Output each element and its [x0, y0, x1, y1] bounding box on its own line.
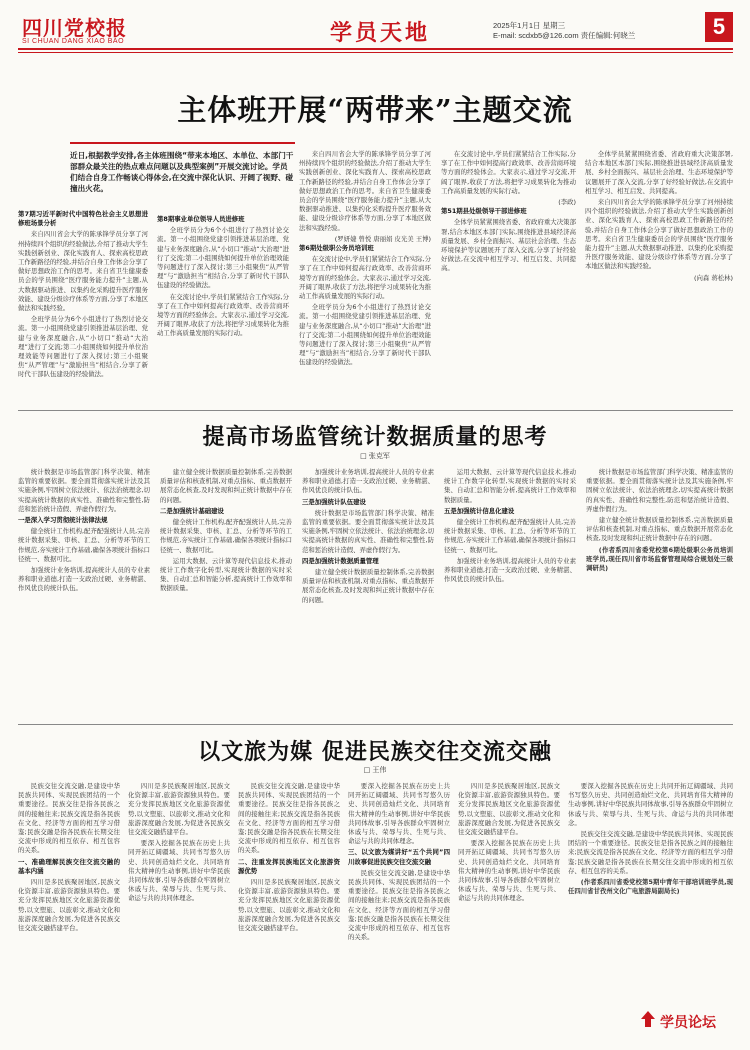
section-text: 四川是多民族聚居地区,民族文化资源丰富,旅游资源独具特色。要充分发挥民族地区文化旅游资源优势,以文塑旅、以旅彰文,推动文化和旅游深度融合发展,为促进各民族交往交流交融搭建平台。	[238, 878, 340, 933]
section-text: 运用大数据、云计算等现代信息技术,推动统计工作数字化转型,实现统计数据的实时采集、自动汇总和智能分析,提高统计工作效率和数据质量。	[160, 556, 292, 593]
section-text: 建立健全统计数据质量控制体系,完善数据质量评估和核查机制,对重点指标、重点数据开展常态化核查,及时发现和纠正统计数据中存在的问题。	[302, 568, 434, 604]
section-text: 四川是多民族聚居地区,民族文化资源丰富,旅游资源独具特色。要充分发挥民族地区文化旅游资源优势,以文塑旅、以旅彰文,推动文化和旅游深度融合发展,为促进各民族交往交流交融搭建平台。	[18, 878, 120, 933]
article3-col3	[238, 782, 340, 1032]
article1-col1	[18, 210, 148, 405]
section-heading: 一、准确理解民族交往交流交融的基本内涵	[18, 857, 120, 875]
section-text: 来自四川省会大学的陈承锋学员分享了河州持续四个组织的经验做法,介绍了推动大学生实践创新创业、深化实践育人、探索高校思政工作新路径的经验,并结合自身工作体会分享了做好思想政治工作的思考。来自省卫生健康委员会的学员围绕“医疗服务能力提升”主题,从大数据驱动推进、以集约化采购提升医疗服务效能、建设分级诊疗体系等方面,分享了本地区做法和实践经验。	[585, 198, 733, 271]
section-text: 要深入挖掘各民族在历史上共同开拓辽阔疆域、共同书写悠久历史、共同创造灿烂文化、共同培育伟大精神的生动事例,讲好中华民族共同体故事,引导各族群众牢固树立休戚与共、荣辱与共、生死与共、命运与共的共同体理念。	[128, 839, 230, 903]
section-text: 四川是多民族聚居地区,民族文化资源丰富,旅游资源独具特色。要充分发挥民族地区文化旅游资源优势,以文塑旅、以旅彰文,推动文化和旅游深度融合发展,为促进各民族交往交流交融搭建平台。	[458, 782, 560, 837]
article3-col4	[348, 782, 450, 1032]
article3-col5	[458, 782, 560, 1032]
section-heading: 一是深入学习贯彻统计法律法规	[18, 516, 108, 525]
section-text: 在交流讨论中,学员们紧紧结合工作实际,分享了在工作中如何提高行政效率、改善营商环境等方面的经验体会。大家表示,通过学习交流,开阔了眼界,收获了方法,将把学习成果转化为推动工作高质量发展的实际行动。	[157, 292, 289, 338]
article3-col1	[18, 782, 120, 1032]
section-text: 民族交往交流交融,是建设中华民族共同体、实现民族团结的一个重要途径。民族交往是指各民族之间的接触往来;民族交流是指各民族在文化、经济等方面的相互学习借鉴;民族交融是指各民族在长期交往交流中形成的相互依存、相互包容的关系。	[568, 830, 733, 875]
section-heading: 第51期县处级领导干部进修班	[441, 207, 527, 216]
article1-col3	[299, 150, 431, 405]
section-heading: 五是加强统计信息化建设	[444, 506, 515, 515]
section-text: 要深入挖掘各民族在历史上共同开拓辽阔疆域、共同书写悠久历史、共同创造灿烂文化、共同培育伟大精神的生动事例,讲好中华民族共同体故事,引导各族群众牢固树立休戚与共、荣辱与共、生死与共、命运与共的共同体理念。	[568, 782, 733, 827]
issue-meta: E-mail: scdxb5@126.com 责任编辑:何晓兰	[493, 31, 636, 40]
article1-col2	[157, 215, 289, 405]
section-text: 全体学员紧紧围绕省委、省政府重大决策部署,结合本地区本部门实际,围绕推进县域经济高质量发展、乡村全面振兴、基层社会治理、生态环境保护等议题展开了深入交流,分享了好经验好做法,在交流中相互学习、相互启发、共同提高。	[585, 150, 733, 195]
section-text: 统计数据是市场监管部门科学决策、精准监管的重要依据。要全面贯彻落实统计法及其实施条例,牢固树立依法统计、依法治统理念,切实提高统计数据的真实性、准确性和完整性,防范和惩治统计造假、弄虚作假行为。	[586, 468, 733, 513]
section-text: 在交流讨论中,学员们紧紧结合工作实际,分享了在工作中如何提高行政效率、改善营商环境等方面的经验体会。大家表示,通过学习交流,开阔了眼界,收获了方法,将把学习成果转化为推动工作高质量发展的实际行动。	[441, 150, 576, 195]
article1-col4	[441, 150, 576, 405]
section-text: 加强统计业务培训,提高统计人员的专业素养和职业道德,打造一支政治过硬、业务精湛、作风优良的统计队伍。	[18, 566, 150, 593]
section-text: 民族交往交流交融,是建设中华民族共同体、实现民族团结的一个重要途径。民族交往是指各民族之间的接触往来;民族交流是指各民族在文化、经济等方面的相互学习借鉴;民族交融是指各民族在长期交往交流中形成的相互依存、相互包容的关系。	[348, 868, 450, 942]
section-heading: 第6期处级职公务员培训班	[299, 244, 374, 253]
byline: (向森 蒋松林)	[694, 273, 733, 282]
article2-title: 提高市场监管统计数据质量的思考	[202, 424, 548, 450]
separator	[18, 410, 733, 411]
section-title: 学员天地	[330, 20, 431, 46]
section-heading: 二是加强统计基础建设	[160, 506, 224, 515]
article3-author: □ 王伟	[363, 766, 387, 774]
section-text: 加强统计业务培训,提高统计人员的专业素养和职业道德,打造一支政治过硬、业务精湛、作风优良的统计队伍。	[302, 468, 434, 495]
lead-bar	[70, 142, 295, 144]
section-text: 统计数据是市场监管部门科学决策、精准监管的重要依据。要全面贯彻落实统计法及其实施条例,牢固树立依法统计、依法治统理念,切实提高统计数据的真实性、准确性和完整性,防范和惩治统计造假、弄虚作假行为。	[302, 508, 434, 554]
section-text: 要深入挖掘各民族在历史上共同开拓辽阔疆域、共同书写悠久历史、共同创造灿烂文化、共同培育伟大精神的生动事例,讲好中华民族共同体故事,引导各族群众牢固树立休戚与共、荣辱与共、生死与共、命运与共的共同体理念。	[458, 839, 560, 903]
section-text: 在交流讨论中,学员们紧紧结合工作实际,分享了在工作中如何提高行政效率、改善营商环境等方面的经验体会。大家表示,通过学习交流,开阔了眼界,收获了方法,将把学习成果转化为推动工作高质量发展的实际行动。	[299, 255, 431, 301]
section-text: 来自四川省会大学的陈承锋学员分享了河州持续四个组织的经验做法,介绍了推动大学生实践创新创业、深化实践育人、探索高校思政工作新路径的经验,并结合自身工作体会分享了做好思想政治工作的思考。来自省卫生健康委员会的学员围绕“医疗服务能力提升”主题,从大数据驱动推进、以集约化采购提升医疗服务效能、建设分级诊疗体系等方面,分享了本地区做法和实践经验。	[18, 230, 148, 313]
section-heading: 四是加强统计数据质量管理	[302, 556, 379, 565]
section-text: 全班学员分为6个小组进行了热烈讨论交流。第一小组围绕党建引领推进基层治理、党建与业务深度融合,从“小切口”推动“大治理”进行了交流;第二小组围绕如何提升单位治理效能等问题进行了深入探讨;第三小组聚焦“从严管理”与“激励担当”相结合,分享了新时代干部队伍建设的经验做法。	[157, 226, 289, 290]
header-rule-thin	[18, 52, 733, 53]
section-text: 加强统计业务培训,提高统计人员的专业素养和职业道德,打造一支政治过硬、业务精湛、作风优良的统计队伍。	[444, 556, 576, 584]
section-text: 全体学员紧紧围绕省委、省政府重大决策部署,结合本地区本部门实际,围绕推进县域经济高质量发展、乡村全面振兴、基层社会治理、生态环境保护等议题展开了深入交流,分享了好经验好做法,在交流中相互学习、相互启发、共同提高。	[441, 218, 576, 273]
article1-title: 主体班开展“两带来”主题交流	[177, 93, 573, 127]
section-text: 健全统计工作机构,配齐配强统计人员,完善统计数据采集、审核、汇总、分析等环节的工作规范,夯实统计工作基础,确保各项统计指标口径统一、数据可比。	[444, 518, 576, 554]
article2-col4	[444, 468, 576, 718]
section-heading: 第8期事业单位领导人员进修班	[157, 215, 245, 223]
byline: (罗妍婕 曾悦 唐丽娟 皮光美 王博)	[334, 234, 431, 243]
header-rule	[18, 48, 733, 50]
separator	[18, 724, 733, 725]
masthead-pinyin: SI CHUAN DANG XIAO BAO	[22, 38, 125, 45]
section-text: 健全统计工作机构,配齐配强统计人员,完善统计数据采集、审核、汇总、分析等环节的工作规范,夯实统计工作基础,确保各项统计指标口径统一、数据可比。	[160, 518, 292, 554]
masthead-logo: 四川党校报	[22, 16, 127, 40]
section-heading: 二、注重发挥民族地区文化旅游资源优势	[238, 857, 340, 875]
section-text: 民族交往交流交融,是建设中华民族共同体、实现民族团结的一个重要途径。民族交往是指各民族之间的接触往来;民族交流是指各民族在文化、经济等方面的相互学习借鉴;民族交融是指各民族在长期交往交流中形成的相互依存、相互包容的关系。	[238, 782, 340, 855]
issue-date: 2025年1月1日 星期三	[493, 21, 566, 30]
section-text: 四川是多民族聚居地区,民族文化资源丰富,旅游资源独具特色。要充分发挥民族地区文化旅游资源优势,以文塑旅、以旅彰文,推动文化和旅游深度融合发展,为促进各民族交往交流交融搭建平台。	[128, 782, 230, 837]
page-number: 5	[705, 12, 733, 42]
article1-col5	[585, 150, 733, 405]
section-text: 建立健全统计数据质量控制体系,完善数据质量评估和核查机制,对重点指标、重点数据开展常态化核查,及时发现和纠正统计数据中存在的问题。	[586, 516, 733, 543]
footer-logo: 学员论坛	[660, 1015, 716, 1031]
article2-col2	[160, 468, 292, 718]
author-note: (作者系四川省委党校第5期中青年干部培训班学员,现任四川省甘孜州文化广电旅游局副局长)	[568, 878, 733, 896]
section-text: 要深入挖掘各民族在历史上共同开拓辽阔疆域、共同书写悠久历史、共同创造灿烂文化、共同培育伟大精神的生动事例,讲好中华民族共同体故事,引导各族群众牢固树立休戚与共、荣辱与共、生死与共、命运与共的共同体理念。	[348, 782, 450, 846]
section-text: 来自四川省会大学的陈承锋学员分享了河州持续四个组织的经验做法,介绍了推动大学生实践创新创业、深化实践育人、探索高校思政工作新路径的经验,并结合自身工作体会分享了做好思想政治工作的思考。来自省卫生健康委员会的学员围绕“医疗服务能力提升”主题,从大数据驱动推进、以集约化采购提升医疗服务效能、建设分级诊疗体系等方面,分享了本地区做法和实践经验。	[299, 150, 431, 232]
section-heading: 三、以文旅为媒讲好“五个共同”四川故事促进民族交往交流交融	[348, 848, 450, 866]
section-text: 建立健全统计数据质量控制体系,完善数据质量评估和核查机制,对重点指标、重点数据开展常态化核查,及时发现和纠正统计数据中存在的问题。	[160, 468, 292, 504]
article1-lead: 近日,根据教学安排,各主体班围绕“带来本地区、本单位、本部门干部群众最关注的热点难点问题以及典型案例”开展交流讨论。学员们结合自身工作畅谈心得体会,在交流中深化认识、开阔了视野、碰撞出火花。	[70, 151, 294, 193]
article2-col5	[586, 468, 733, 718]
section-text: 全班学员分为6个小组进行了热烈讨论交流。第一小组围绕党建引领推进基层治理、党建与业务深度融合,从“小切口”推动“大治理”进行了交流;第二小组围绕如何提升单位治理效能等问题进行了深入探讨;第三小组聚焦“从严管理”与“激励担当”相结合,分享了新时代干部队伍建设的经验做法。	[18, 315, 148, 379]
section-text: 运用大数据、云计算等现代信息技术,推动统计工作数字化转型,实现统计数据的实时采集、自动汇总和智能分析,提高统计工作效率和数据质量。	[444, 468, 576, 504]
section-heading: 第7期习近平新时代中国特色社会主义思想进修班场景分析	[18, 210, 148, 228]
article2-col3	[302, 468, 434, 718]
section-text: 全班学员分为6个小组进行了热烈讨论交流。第一小组围绕党建引领推进基层治理、党建与业务深度融合,从“小切口”推动“大治理”进行了交流;第二小组围绕如何提升单位治理效能等问题进行了深入探讨;第三小组聚焦“从严管理”与“激励担当”相结合,分享了新时代干部队伍建设的经验做法。	[299, 303, 431, 367]
section-text: 健全统计工作机构,配齐配强统计人员,完善统计数据采集、审核、汇总、分析等环节的工作规范,夯实统计工作基础,确保各项统计指标口径统一、数据可比。	[18, 527, 150, 563]
byline: (李政)	[558, 198, 576, 207]
footer-logo-icon	[640, 1010, 656, 1028]
article3-title: 以文旅为媒 促进民族交往交流交融	[198, 739, 552, 765]
author-note: (作者系四川省委党校第6期处级职公务员培训班学员,现任四川省市场监督管理局综合规划处三级调研员)	[586, 545, 733, 573]
article2-col1	[18, 468, 150, 718]
section-heading: 三是加强统计队伍建设	[302, 497, 366, 506]
article2-author: □ 张克军	[360, 452, 390, 460]
article3-col6	[568, 782, 733, 1004]
section-text: 民族交往交流交融,是建设中华民族共同体、实现民族团结的一个重要途径。民族交往是指各民族之间的接触往来;民族交流是指各民族在文化、经济等方面的相互学习借鉴;民族交融是指各民族在长期交往交流中形成的相互依存、相互包容的关系。	[18, 782, 120, 855]
article3-col2	[128, 782, 230, 1032]
section-text: 统计数据是市场监管部门科学决策、精准监管的重要依据。要全面贯彻落实统计法及其实施条例,牢固树立依法统计、依法治统理念,切实提高统计数据的真实性、准确性和完整性,防范和惩治统计造假、弄虚作假行为。	[18, 468, 150, 513]
